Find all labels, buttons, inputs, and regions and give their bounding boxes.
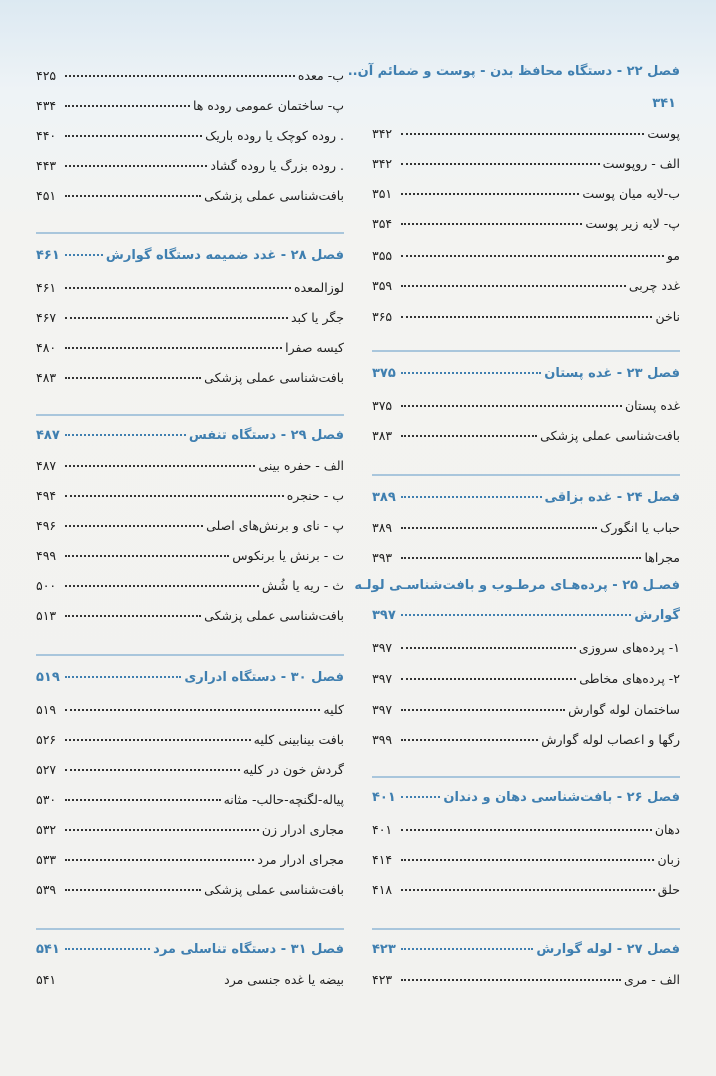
entry-page: ۳۹۷	[372, 702, 393, 717]
leader-dots	[401, 557, 641, 559]
toc-entry[interactable]	[36, 972, 344, 996]
entry-label: کلیه	[323, 702, 344, 717]
entry-page: ۴۶۷	[36, 310, 57, 325]
toc-entry[interactable]	[372, 428, 680, 452]
chapter-27-heading[interactable]	[372, 942, 680, 968]
leader-dots	[65, 555, 229, 557]
chapter-page: ۳۸۹	[372, 490, 396, 505]
entry-label: مو	[666, 248, 680, 263]
leader-dots	[401, 829, 652, 831]
entry-page: ۵۱۳	[36, 608, 57, 623]
entry-page: ۴۸۳	[36, 370, 57, 385]
toc-entry[interactable]	[372, 398, 680, 422]
chapter-page: ۵۴۱	[36, 942, 60, 957]
entry-label: پ- لایه زیر پوست	[585, 216, 680, 231]
section-divider	[372, 928, 680, 930]
leader-dots	[401, 372, 541, 374]
toc-entry[interactable]	[36, 608, 344, 632]
leader-dots	[65, 615, 201, 617]
toc-entry[interactable]	[36, 310, 344, 334]
leader-dots	[65, 709, 320, 711]
leader-dots	[65, 105, 190, 107]
toc-entry[interactable]	[36, 578, 344, 602]
entry-page: ۳۴۲	[372, 126, 393, 141]
toc-entry[interactable]	[36, 280, 344, 304]
leader-dots	[401, 647, 576, 649]
leader-dots	[401, 193, 579, 195]
leader-dots	[65, 889, 201, 891]
chapter-23-heading[interactable]	[372, 366, 680, 392]
entry-page: ۳۶۵	[372, 309, 393, 324]
leader-dots	[65, 75, 295, 77]
chapter-title: فصل ۳۱ - دستگاه تناسلی مرد	[153, 942, 344, 957]
toc-entry[interactable]	[36, 882, 344, 906]
leader-dots	[65, 287, 291, 289]
chapter-page: ۵۱۹	[36, 670, 60, 685]
leader-dots	[65, 347, 282, 349]
entry-page: ۴۶۱	[36, 280, 57, 295]
entry-label: بافت‌شناسی عملی پزشکی	[204, 188, 344, 203]
leader-dots	[401, 435, 537, 437]
toc-entry[interactable]	[372, 278, 680, 302]
leader-dots	[65, 948, 150, 950]
leader-dots	[65, 317, 288, 319]
chapter-25-title[interactable]: فصـل ۲۵ - پرده‌هـای مرطـوب و بافت‌شناسـی لولـه	[354, 578, 680, 593]
entry-page: ۴۵۱	[36, 188, 57, 203]
toc-entry[interactable]	[36, 370, 344, 394]
toc-entry[interactable]	[36, 792, 344, 816]
entry-page: ۴۹۶	[36, 518, 57, 533]
chapter-page: ۴۸۷	[36, 428, 60, 443]
entry-page: ۴۲۵	[36, 68, 57, 83]
entry-label: حباب یا انگورک	[600, 520, 680, 535]
toc-entry[interactable]	[372, 671, 680, 695]
entry-label: . روده کوچک یا روده باریک	[205, 128, 344, 143]
entry-label: الف - مری	[623, 972, 680, 987]
leader-dots	[401, 859, 654, 861]
chapter-title: فصل ۲۳ - غده پستان	[544, 366, 680, 381]
section-divider	[372, 350, 680, 352]
entry-label: ۱- پرده‌های سروزی	[578, 640, 680, 655]
toc-entry[interactable]	[36, 158, 344, 182]
entry-label: غدد چربی	[628, 278, 680, 293]
leader-dots	[401, 316, 652, 318]
leader-dots	[401, 948, 533, 950]
entry-label: بافت‌شناسی عملی پزشکی	[540, 428, 680, 443]
section-divider	[36, 414, 344, 416]
chapter-28-heading[interactable]	[36, 248, 344, 274]
entry-page: ۵۲۶	[36, 732, 57, 747]
chapter-22-page: ۳۴۱	[652, 96, 676, 111]
entry-label: ب - حنجره	[286, 488, 344, 503]
entry-page: ۳۵۹	[372, 278, 393, 293]
entry-label: پ - نای و برنش‌های اصلی	[206, 518, 344, 533]
entry-page: ۴۹۴	[36, 488, 57, 503]
entry-label: کیسه صفرا	[285, 340, 344, 355]
entry-label: غده پستان	[624, 398, 680, 413]
chapter-title: فصل ۲۹ - دستگاه تنفس	[188, 428, 344, 443]
toc-entry[interactable]	[372, 702, 680, 726]
entry-label: مجرای ادرار مرد	[257, 852, 344, 867]
entry-label: ب- معده	[297, 68, 344, 83]
entry-page: ۴۴۰	[36, 128, 57, 143]
leader-dots	[401, 739, 538, 741]
leader-dots	[65, 195, 201, 197]
section-divider	[372, 474, 680, 476]
entry-page: ۳۴۲	[372, 156, 393, 171]
toc-entry[interactable]	[36, 702, 344, 726]
leader-dots	[401, 405, 622, 407]
toc-entry[interactable]	[372, 640, 680, 664]
toc-entry[interactable]	[36, 518, 344, 542]
entry-label: بافت‌شناسی عملی پزشکی	[204, 370, 344, 385]
entry-label: پیاله-لگنچه-حالب- مثانه	[223, 792, 344, 807]
toc-entry[interactable]	[372, 732, 680, 756]
section-divider	[36, 232, 344, 234]
toc-entry[interactable]	[36, 852, 344, 876]
leader-dots	[65, 769, 240, 771]
leader-dots	[401, 255, 664, 257]
entry-label: حلق	[657, 882, 680, 897]
chapter-title: فصل ۲۴ - غده بزاقی	[544, 490, 680, 505]
chapter-page: ۴۶۱	[36, 248, 60, 263]
leader-dots	[65, 585, 259, 587]
entry-page: ۳۵۱	[372, 186, 393, 201]
entry-page: ۳۵۴	[372, 216, 393, 231]
leader-dots	[65, 254, 103, 256]
leader-dots	[65, 525, 203, 527]
entry-page: ۴۹۹	[36, 548, 57, 563]
chapter-29-heading[interactable]	[36, 428, 344, 454]
toc-entry[interactable]	[36, 548, 344, 572]
toc-entry[interactable]	[372, 972, 680, 996]
section-divider	[36, 654, 344, 656]
toc-entry[interactable]	[36, 98, 344, 122]
leader-dots	[401, 796, 440, 798]
toc-entry[interactable]	[372, 216, 680, 240]
toc-entry[interactable]	[372, 309, 680, 333]
toc-entry[interactable]	[372, 520, 680, 544]
leader-dots	[65, 434, 186, 436]
entry-page: ۳۵۵	[372, 248, 393, 263]
entry-label: جگر یا کبد	[290, 310, 344, 325]
toc-entry[interactable]	[372, 882, 680, 906]
entry-page: ۴۲۳	[372, 972, 393, 987]
leader-dots	[401, 889, 655, 891]
entry-label: بافت بینابینی کلیه	[253, 732, 344, 747]
entry-page: ۴۱۸	[372, 882, 393, 897]
leader-dots	[401, 496, 542, 498]
chapter-page: ۳۹۷	[372, 608, 396, 623]
chapter-25-heading[interactable]	[372, 608, 680, 634]
toc-entry[interactable]	[372, 156, 680, 180]
leader-dots	[65, 676, 181, 678]
chapter-page: ۴۲۳	[372, 942, 396, 957]
entry-page: ۵۱۹	[36, 702, 57, 717]
leader-dots	[401, 678, 576, 680]
chapter-page: ۴۰۱	[372, 790, 396, 805]
entry-label: رگها و اعصاب لوله گوارش	[541, 732, 680, 747]
entry-page: ۴۳۴	[36, 98, 57, 113]
entry-page: ۵۰۰	[36, 578, 57, 593]
toc-entry[interactable]	[372, 822, 680, 846]
entry-page: ۵۳۹	[36, 882, 57, 897]
entry-page: ۴۱۴	[372, 852, 393, 867]
entry-page: ۵۳۳	[36, 852, 57, 867]
entry-page: ۵۳۰	[36, 792, 57, 807]
toc-entry[interactable]	[36, 340, 344, 364]
toc-entry[interactable]	[372, 126, 680, 150]
leader-dots	[401, 614, 631, 616]
chapter-22-title[interactable]: فصل ۲۲ - دستگاه محافظ بدن - پوست و ضمائم آن..	[347, 64, 680, 79]
chapter-title: گوارش	[634, 608, 680, 623]
leader-dots	[65, 739, 251, 741]
toc-entry[interactable]	[372, 550, 680, 574]
entry-label: لوزالمعده	[294, 280, 344, 295]
entry-label: پ- ساختمان عمومی روده ها	[192, 98, 344, 113]
leader-dots	[401, 285, 626, 287]
leader-dots	[65, 465, 255, 467]
entry-label: ساختمان لوله گوارش	[568, 702, 680, 717]
entry-label: ۲- پرده‌های مخاطی	[579, 671, 680, 686]
entry-page: ۳۹۷	[372, 640, 393, 655]
toc-entry[interactable]	[36, 458, 344, 482]
toc-entry[interactable]	[36, 732, 344, 756]
entry-label: ت - برنش یا برنکوس	[232, 548, 344, 563]
toc-entry[interactable]	[36, 762, 344, 786]
chapter-title: فصل ۳۰ - دستگاه ادراری	[184, 670, 344, 685]
entry-label: الف - روپوست	[602, 156, 680, 171]
entry-page: ۴۴۳	[36, 158, 57, 173]
leader-dots	[65, 135, 202, 137]
entry-page: ۳۸۹	[372, 520, 393, 535]
entry-label: پوست	[647, 126, 680, 141]
chapter-title: فصل ۲۷ - لوله گوارش	[536, 942, 680, 957]
entry-label: مجراها	[644, 550, 680, 565]
entry-label: مجاری ادرار زن	[261, 822, 344, 837]
entry-page: ۵۴۱	[36, 972, 57, 987]
toc-entry[interactable]	[372, 186, 680, 210]
toc-entry[interactable]	[36, 188, 344, 212]
entry-page: ۳۹۳	[372, 550, 393, 565]
leader-dots	[65, 829, 259, 831]
chapter-page: ۳۷۵	[372, 366, 396, 381]
entry-label: . روده بزرگ یا روده گشاد	[210, 158, 344, 173]
chapter-24-heading[interactable]	[372, 490, 680, 516]
leader-dots	[401, 527, 597, 529]
leader-dots	[401, 223, 582, 225]
chapter-title: فصل ۲۸ - غدد ضمیمه دستگاه گوارش	[105, 248, 344, 263]
entry-label: ناخن	[655, 309, 680, 324]
leader-dots	[65, 165, 207, 167]
entry-page: ۵۳۲	[36, 822, 57, 837]
section-divider	[36, 928, 344, 930]
leader-dots	[401, 979, 621, 981]
chapter-30-heading[interactable]	[36, 670, 344, 696]
entry-page: ۴۸۰	[36, 340, 57, 355]
entry-page: ۵۲۷	[36, 762, 57, 777]
entry-label: الف - حفره بینی	[258, 458, 344, 473]
entry-page: ۳۷۵	[372, 398, 393, 413]
leader-dots	[65, 859, 254, 861]
entry-label: زبان	[657, 852, 680, 867]
entry-label: بیضه یا غده جنسی مرد	[224, 972, 344, 987]
toc-entry[interactable]	[36, 488, 344, 512]
toc-entry[interactable]	[372, 248, 680, 272]
chapter-26-heading[interactable]	[372, 790, 680, 816]
toc-entry[interactable]	[36, 68, 344, 92]
leader-dots	[401, 163, 600, 165]
chapter-title: فصل ۲۶ - بافت‌شناسی دهان و دندان	[443, 790, 680, 805]
leader-dots	[65, 377, 201, 379]
leader-dots	[401, 133, 644, 135]
entry-label: دهان	[654, 822, 680, 837]
leader-dots	[65, 495, 284, 497]
chapter-31-heading[interactable]	[36, 942, 344, 968]
entry-label: ب-لایه میان پوست	[582, 186, 680, 201]
leader-dots	[401, 709, 565, 711]
entry-page: ۳۹۷	[372, 671, 393, 686]
entry-label: ث - ریه یا شُش	[261, 578, 344, 593]
section-divider	[372, 776, 680, 778]
toc-entry[interactable]	[36, 822, 344, 846]
entry-label: گردش خون در کلیه	[242, 762, 344, 777]
leader-dots	[65, 799, 221, 801]
toc-entry[interactable]	[372, 852, 680, 876]
entry-page: ۴۰۱	[372, 822, 393, 837]
toc-entry[interactable]	[36, 128, 344, 152]
entry-label: بافت‌شناسی عملی پزشکی	[204, 882, 344, 897]
entry-page: ۳۸۳	[372, 428, 393, 443]
entry-label: بافت‌شناسی عملی پزشکی	[204, 608, 344, 623]
entry-page: ۴۸۷	[36, 458, 57, 473]
entry-page: ۳۹۹	[372, 732, 393, 747]
